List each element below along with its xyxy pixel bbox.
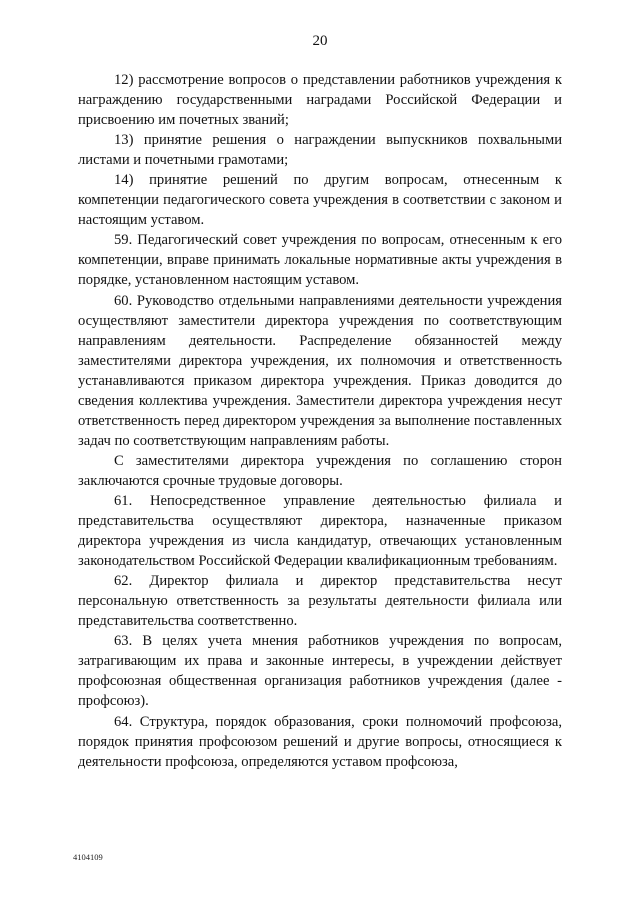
paragraph-clause-60-contracts: С заместителями директора учреждения по соглашению сторон заключаются срочные трудовые договоры. (78, 452, 562, 489)
paragraph-clause-63: 63. В целях учета мнения работников учреждения по вопросам, затрагивающим их права и законные интересы, в учреждении действует профсоюзная общественная организация работников учреждения (далее - профсоюз). (78, 633, 562, 710)
document-code: 4104109 (73, 852, 103, 862)
paragraph-item-13: 13) принятие решения о награждении выпускников похвальными листами и почетными грамотами; (78, 132, 562, 169)
paragraph-item-14: 14) принятие решений по другим вопросам, отнесенным к компетенции педагогического совета учреждения в соответствии с законом и настоящим уставом. (78, 172, 562, 229)
paragraph-item-12: 12) рассмотрение вопросов о представлении работников учреждения к награждению государственными наградами Российской Федерации и присвоению им почетных званий; (78, 72, 562, 129)
page-number: 20 (312, 33, 328, 49)
paragraph-clause-61: 61. Непосредственное управление деятельностью филиала и представительства осуществляют директора, назначенные приказом директора учреждения из числа кандидатур, отвечающих установленным законодательством Российской Федерации квалификационным требованиям. (78, 492, 562, 570)
paragraph-clause-60: 60. Руководство отдельными направлениями деятельности учреждения осуществляют заместители директора учреждения по соответствующим направлениям деятельности. Распределение обязанностей между заместителями директора учреждения, их полномочия и ответственность устанавливаются приказом директора учреждения. Приказ доводится до сведения коллектива учреждения. Заместители директора учреждения несут ответственность перед директором учреждения за выполнение поставленных задач по соответствующим направлениям работы. (78, 292, 562, 449)
paragraph-clause-59: 59. Педагогический совет учреждения по вопросам, отнесенным к его компетенции, вправе принимать локальные нормативные акты учреждения в порядке, установленном настоящим уставом. (78, 232, 562, 289)
paragraph-clause-62: 62. Директор филиала и директор представительства несут персональную ответственность за результаты деятельности филиала или представительства соответственно. (78, 573, 562, 630)
paragraph-clause-64: 64. Структура, порядок образования, сроки полномочий профсоюза, порядок принятия профсоюзом решений и другие вопросы, относящиеся к деятельности профсоюза, определяются уставом профсоюза, (78, 713, 562, 770)
document-body (78, 70, 562, 772)
